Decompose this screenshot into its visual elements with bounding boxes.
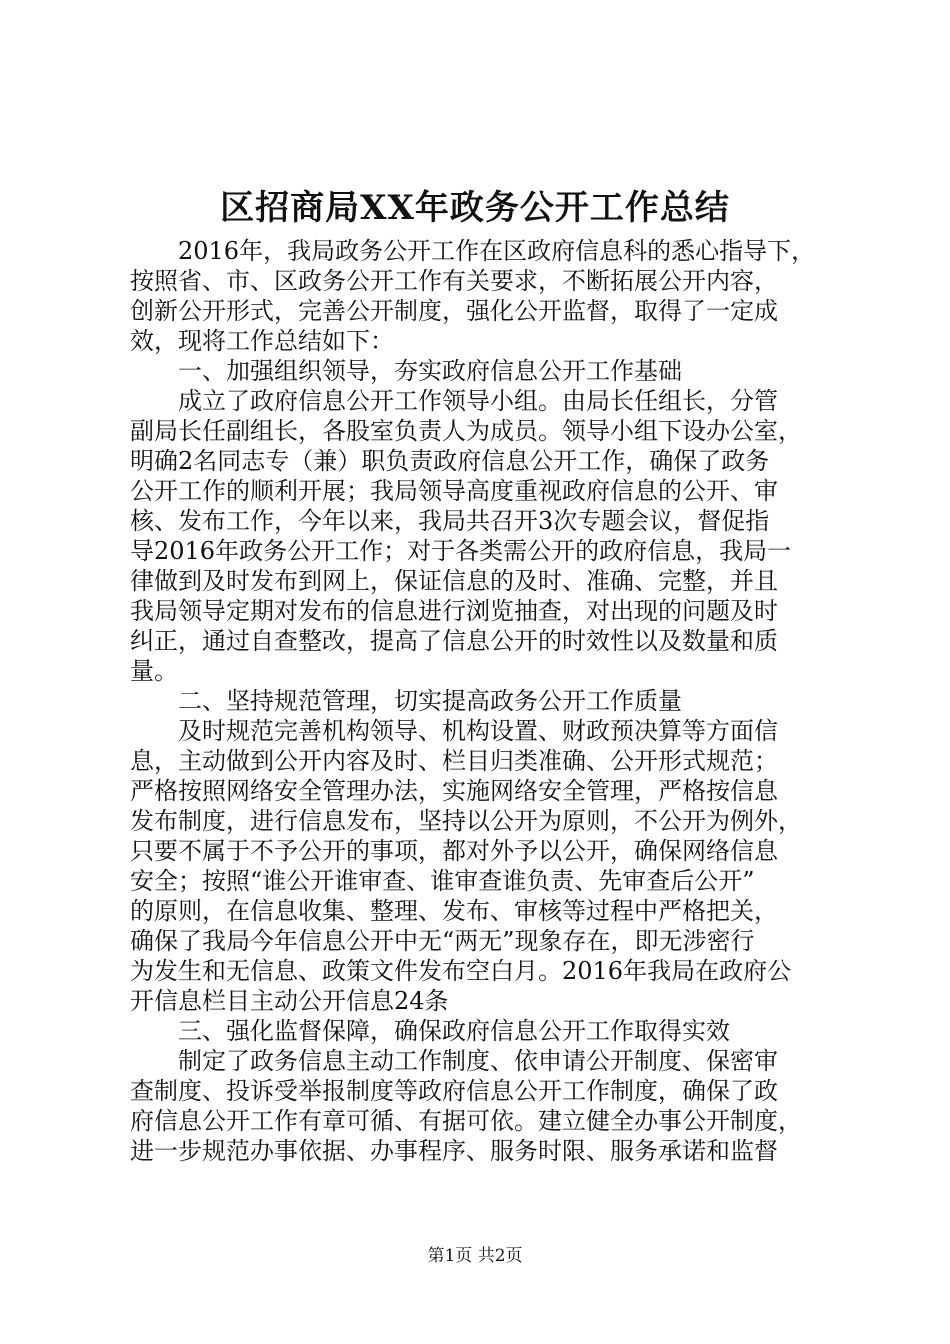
- document-title: 区招商局XX年政务公开工作总结: [220, 188, 730, 228]
- text-line: 效，现将工作总结如下：: [130, 327, 394, 355]
- text-line: 成立了政府信息公开工作领导小组。由局长任组长，分管: [178, 387, 778, 415]
- text-line: 副局长任副组长，各股室负责人为成员。领导小组下设办公室，: [130, 417, 802, 445]
- text-line: 开信息栏目主动公开信息24条: [130, 987, 449, 1015]
- text-line: 制定了政务信息主动工作制度、依申请公开制度、保密审: [178, 1047, 778, 1075]
- page-footer: 第1页 共2页: [427, 1246, 523, 1266]
- text-line: 一、加强组织领导，夯实政府信息公开工作基础: [178, 357, 682, 385]
- text-line: 的原则，在信息收集、整理、发布、审核等过程中严格把关，: [130, 897, 778, 925]
- text-line: 二、坚持规范管理，切实提高政务公开工作质量: [178, 687, 682, 715]
- text-line: 核、发布工作，今年以来，我局共召开3次专题会议，督促指: [130, 507, 770, 535]
- text-line: 创新公开形式，完善公开制度，强化公开监督，取得了一定成: [130, 297, 778, 325]
- text-line: 公开工作的顺利开展；我局领导高度重视政府信息的公开、审: [130, 477, 778, 505]
- text-line: 确保了我局今年信息公开中无“两无”现象存在，即无涉密行: [130, 927, 755, 955]
- text-line: 府信息公开工作有章可循、有据可依。建立健全办事公开制度，: [130, 1107, 802, 1135]
- text-line: 按照省、市、区政务公开工作有关要求，不断拓展公开内容，: [130, 267, 778, 295]
- text-line: 安全；按照“谁公开谁审查、谁审查谁负责、先审查后公开”: [130, 867, 755, 895]
- document-body: [130, 236, 830, 1166]
- text-line: 进一步规范办事依据、办事程序、服务时限、服务承诺和监督: [130, 1137, 778, 1165]
- text-line: 及时规范完善机构领导、机构设置、财政预决算等方面信: [178, 717, 778, 745]
- text-line: 为发生和无信息、政策文件发布空白月。2016年我局在政府公: [130, 957, 792, 985]
- text-line: 只要不属于不予公开的事项，都对外予以公开，确保网络信息: [130, 837, 778, 865]
- text-line: 量。: [130, 657, 178, 685]
- text-line: 纠正，通过自查整改，提高了信息公开的时效性以及数量和质: [130, 627, 778, 655]
- text-line: 发布制度，进行信息发布，坚持以公开为原则，不公开为例外，: [130, 807, 802, 835]
- text-line: 2016年，我局政务公开工作在区政府信息科的悉心指导下，: [178, 237, 816, 265]
- text-line: 严格按照网络安全管理办法，实施网络安全管理，严格按信息: [130, 777, 778, 805]
- text-line: 我局领导定期对发布的信息进行浏览抽查，对出现的问题及时: [130, 597, 778, 625]
- text-line: 查制度、投诉受举报制度等政府信息公开工作制度，确保了政: [130, 1077, 778, 1105]
- text-line: 明确2名同志专（兼）职负责政府信息公开工作，确保了政务: [130, 447, 770, 475]
- text-line: 三、强化监督保障，确保政府信息公开工作取得实效: [178, 1017, 730, 1045]
- text-line: 导2016年政务公开工作；对于各类需公开的政府信息，我局一: [130, 537, 792, 565]
- text-line: 息，主动做到公开内容及时、栏目归类准确、公开形式规范；: [130, 747, 778, 775]
- text-line: 律做到及时发布到网上，保证信息的及时、准确、完整，并且: [130, 567, 778, 595]
